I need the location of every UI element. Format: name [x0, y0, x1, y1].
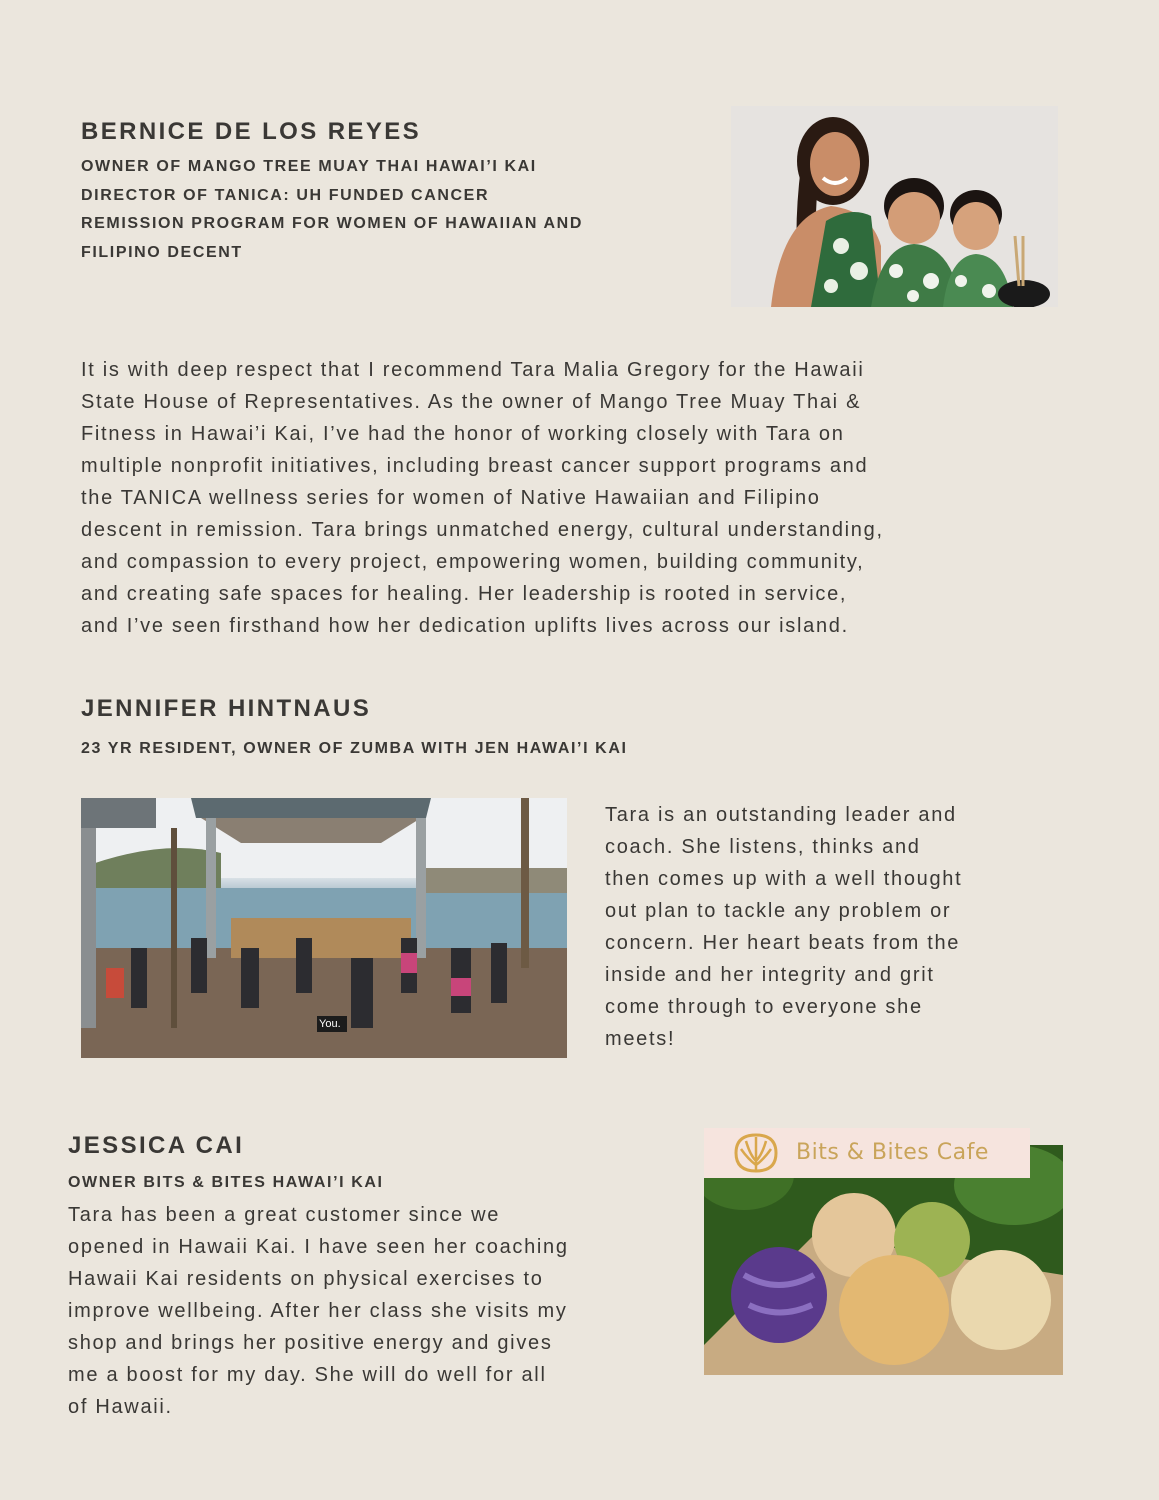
section1-name: BERNICE DE LOS REYES: [81, 118, 422, 145]
cafe-banner-text: Bits & Bites Cafe: [796, 1140, 989, 1165]
section2-body-line: inside and her integrity and grit: [605, 964, 935, 986]
zumba-photo-caption: You.: [319, 1018, 341, 1030]
section2-subtitle: [81, 735, 628, 764]
section2-body-line: Tara is an outstanding leader and: [605, 804, 957, 826]
section3-body-line: me a boost for my day. She will do well for all: [68, 1364, 547, 1386]
section1-body-line: and compassion to every project, empowering women, building community,: [81, 551, 865, 573]
section2-body-line: coach. She listens, thinks and: [605, 836, 921, 858]
section2-body-line: come through to everyone she: [605, 996, 923, 1018]
section2-body-line: then comes up with a well thought: [605, 868, 963, 890]
section2-body: [605, 799, 962, 1055]
section1-body-line: State House of Representatives. As the owner of Mango Tree Muay Thai &: [81, 391, 862, 413]
section1-body-line: descent in remission. Tara brings unmatched energy, cultural understanding,: [81, 519, 884, 541]
section1-body-line: Fitness in Hawai’i Kai, I’ve had the honor of working closely with Tara on: [81, 423, 845, 445]
cafe-pastry-illustration: [704, 1145, 1063, 1375]
section3-subtitle-line: OWNER BITS & BITES HAWAI’I KAI: [68, 1174, 384, 1191]
section3-body-line: opened in Hawaii Kai. I have seen her coaching: [68, 1236, 569, 1258]
section3-subtitle: [68, 1169, 384, 1198]
cafe-banner: [704, 1128, 1030, 1178]
section3-body: [68, 1199, 569, 1423]
bernice-family-photo: [731, 106, 1058, 307]
section2-body-line: concern. Her heart beats from the: [605, 932, 961, 954]
section3-body-line: improve wellbeing. After her class she visits my: [68, 1300, 568, 1322]
zumba-class-photo: [81, 798, 567, 1058]
section2-body-line: meets!: [605, 1028, 676, 1050]
section1-title: [81, 153, 583, 267]
section1-title-line: OWNER OF MANGO TREE MUAY THAI HAWAI’I KAI: [81, 158, 537, 175]
section1-title-line: REMISSION PROGRAM FOR WOMEN OF HAWAIIAN AND: [81, 215, 583, 232]
section2-name: JENNIFER HINTNAUS: [81, 695, 372, 722]
cafe-pastry-photo: [704, 1145, 1063, 1375]
section1-body-line: the TANICA wellness series for women of Native Hawaiian and Filipino: [81, 487, 821, 509]
section3-body-line: Tara has been a great customer since we: [68, 1204, 501, 1226]
bernice-family-illustration: [731, 106, 1058, 307]
section3-body-line: of Hawaii.: [68, 1396, 173, 1418]
section3-body-line: shop and brings her positive energy and gives: [68, 1332, 553, 1354]
section3-name: JESSICA CAI: [68, 1132, 245, 1159]
section1-title-line: FILIPINO DECENT: [81, 243, 243, 261]
section3-body-line: Hawaii Kai residents on physical exercises to: [68, 1268, 544, 1290]
section1-body-line: It is with deep respect that I recommend Tara Malia Gregory for the Hawaii: [81, 359, 865, 381]
section1-body-line: and creating safe spaces for healing. Her leadership is rooted in service,: [81, 583, 848, 605]
section2-subtitle-line: 23 YR RESIDENT, OWNER OF ZUMBA WITH JEN HAWAI’I KAI: [81, 740, 628, 757]
section1-body-line: and I’ve seen firsthand how her dedication uplifts lives across our island.: [81, 615, 849, 637]
section1-body: [81, 354, 884, 642]
cafe-logo-icon: [732, 1131, 780, 1175]
section1-body-line: multiple nonprofit initiatives, including breast cancer support programs and: [81, 455, 869, 477]
section2-body-line: out plan to tackle any problem or: [605, 900, 952, 922]
section1-title-line: DIRECTOR OF TANICA: UH FUNDED CANCER: [81, 186, 490, 204]
